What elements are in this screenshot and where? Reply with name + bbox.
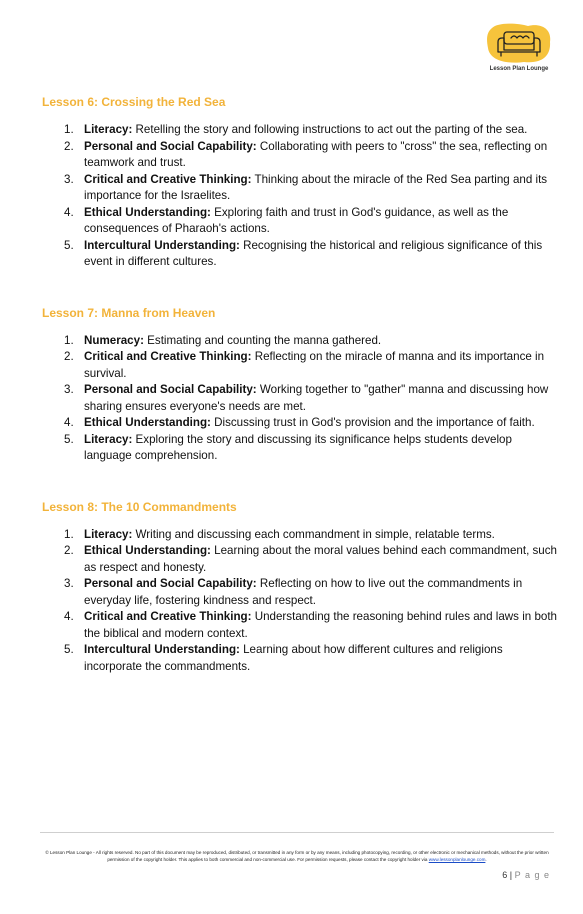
capability-description: Recognising the historical and religious significance of this event in different cultures. [84,238,543,268]
capability-label: Intercultural Understanding: [84,238,240,252]
capability-label: Critical and Creative Thinking: [84,350,252,363]
capability-label: Intercultural Understanding: [84,643,240,656]
capability-label: Critical and Creative Thinking: [84,172,252,186]
capability-description: Writing and discussing each commandment in simple, relatable terms. [132,527,495,541]
list-item [42,205,557,238]
list-number: 3. [64,383,74,396]
page-number-value: 6 [502,870,508,880]
brand-logo [484,22,554,78]
lesson-title: Lesson 6: Crossing the Red Sea [42,95,226,109]
page-label: P a g e [514,870,550,880]
capability-description: Reflecting on how to live out the commandments in everyday life, fostering kindness and respect. [84,577,523,607]
capability-label: Numeracy: [84,333,144,347]
capability-description: Learning about the moral values behind each commandment, such as respect and honesty. [84,544,557,574]
capability-label: Personal and Social Capability: [84,383,257,396]
capability-label: Ethical Understanding: [84,205,211,219]
outcome-list [42,333,557,465]
list-item [42,609,557,642]
website-link[interactable]: www.lessonplanlounge.com [428,856,486,862]
list-number: 5. [64,643,74,656]
page-number [502,870,550,880]
list-item [42,172,557,205]
copyright-text: © Lesson Plan Lounge - All rights reserved. No part of this document may be reproduced, distributed, or transmitted in any form or by any means, including photocopying, recording, or other electronic or mechanical methods, without the prior written permission of the copyright holder. This applies to both commercial and non-commercial use. For permission requests, please contact the copyright holder via [45,850,549,862]
lesson-title: Lesson 8: The 10 Commandments [42,499,237,514]
list-number: 4. [64,205,74,219]
list-number: 1. [64,527,74,541]
link-suffix: . [485,856,487,862]
capability-description: Working together to "gather" manna and discussing how sharing ensures everyone's needs are met. [84,383,549,413]
logo-text: Lesson Plan Lounge [489,66,549,72]
list-item [42,333,557,350]
list-number: 1. [64,123,74,136]
capability-label: Personal and Social Capability: [84,139,257,153]
capability-description: Retelling the story and following instructions to act out the parting of the sea. [132,123,528,136]
footer-divider [40,832,554,833]
list-item [42,139,557,172]
list-item [42,527,557,544]
list-item [42,432,557,465]
capability-description: Estimating and counting the manna gathered. [143,333,382,347]
list-number: 1. [64,333,74,347]
list-number: 3. [64,172,74,186]
list-item [42,122,557,139]
page-separator: | [507,870,515,880]
list-number: 3. [64,577,74,590]
capability-label: Ethical Understanding: [84,416,211,429]
list-item [42,642,557,675]
list-number: 5. [64,432,74,446]
footer-copyright [40,850,554,863]
list-number: 2. [64,544,74,557]
capability-label: Literacy: [84,123,133,136]
sofa-icon [484,22,554,66]
capability-label: Literacy: [84,432,133,446]
capability-label: Critical and Creative Thinking: [84,610,252,623]
lesson-title: Lesson 7: Manna from Heaven [42,305,216,320]
list-number: 4. [64,610,74,623]
list-item [42,415,557,432]
capability-description: Understanding the reasoning behind rules and laws in both the biblical and modern context. [84,610,558,640]
list-item [42,576,557,609]
capability-description: Learning about how different cultures and religions incorporate the commandments. [84,643,503,673]
list-number: 5. [64,238,74,252]
list-number: 2. [64,350,74,363]
capability-label: Personal and Social Capability: [84,577,257,590]
capability-label: Literacy: [84,527,133,541]
list-item [42,543,557,576]
capability-description: Exploring the story and discussing its significance helps students develop language comprehension. [84,432,512,462]
capability-label: Ethical Understanding: [84,544,211,557]
capability-description: Discussing trust in God's provision and the importance of faith. [210,416,535,429]
capability-description: Collaborating with peers to "cross" the sea, reflecting on teamwork and trust. [84,139,548,169]
capability-description: Exploring faith and trust in God's guidance, as well as the consequences of Pharaoh's actions. [84,205,509,235]
list-number: 4. [64,416,74,429]
outcome-list [42,122,557,271]
capability-description: Reflecting on the miracle of manna and its importance in survival. [84,350,545,380]
list-item [42,382,557,415]
list-item [42,238,557,271]
capability-description: Thinking about the miracle of the Red Sea parting and its importance for the Israelites. [84,172,548,202]
outcome-list [42,527,557,676]
document-body [42,94,557,709]
list-number: 2. [64,139,74,153]
list-item [42,349,557,382]
